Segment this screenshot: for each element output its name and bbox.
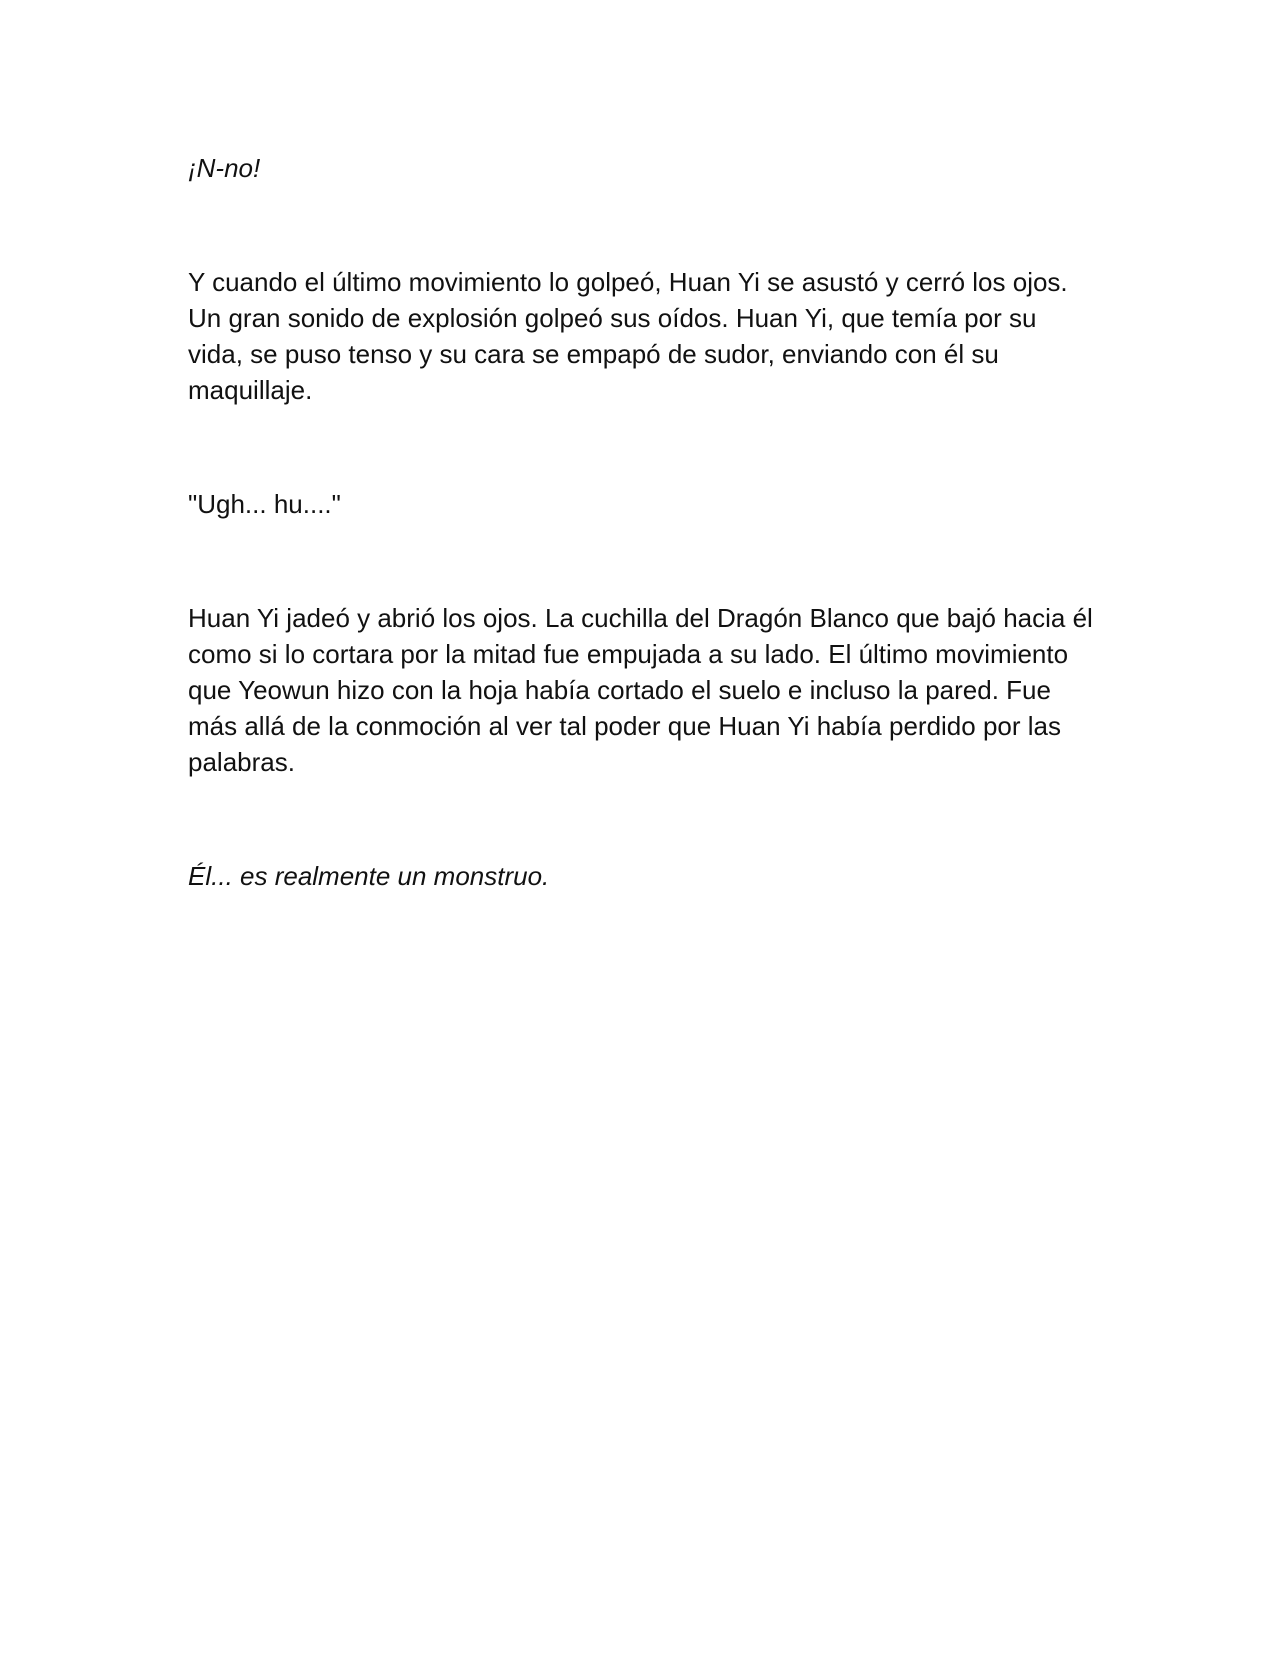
paragraph-last-movement: Y cuando el último movimiento lo golpeó, Huan Yi se asustó y cerró los ojos. Un gran sonido de explosión golpeó sus oídos. Huan Yi, que temía por su vida, se puso tenso y su cara se empapó de sudor, enviando con él su maquillaje. xyxy=(188,267,1068,405)
paragraph-blade: Huan Yi jadeó y abrió los ojos. La cuchilla del Dragón Blanco que bajó hacia él como si lo cortara por la mitad fue empujada a su lado. El último movimiento que Yeowun hizo con la hoja había cortado el suelo e incluso la pared. Fue más allá de la conmoción al ver tal poder que Huan Yi había perdido por las palabras. xyxy=(188,603,1093,777)
document-body xyxy=(188,150,1098,894)
paragraph-dialogue: "Ugh... hu...." xyxy=(188,489,341,519)
paragraph-monster: Él... es realmente un monstruo. xyxy=(188,861,550,891)
paragraph-exclamation: ¡N-no! xyxy=(188,153,261,183)
